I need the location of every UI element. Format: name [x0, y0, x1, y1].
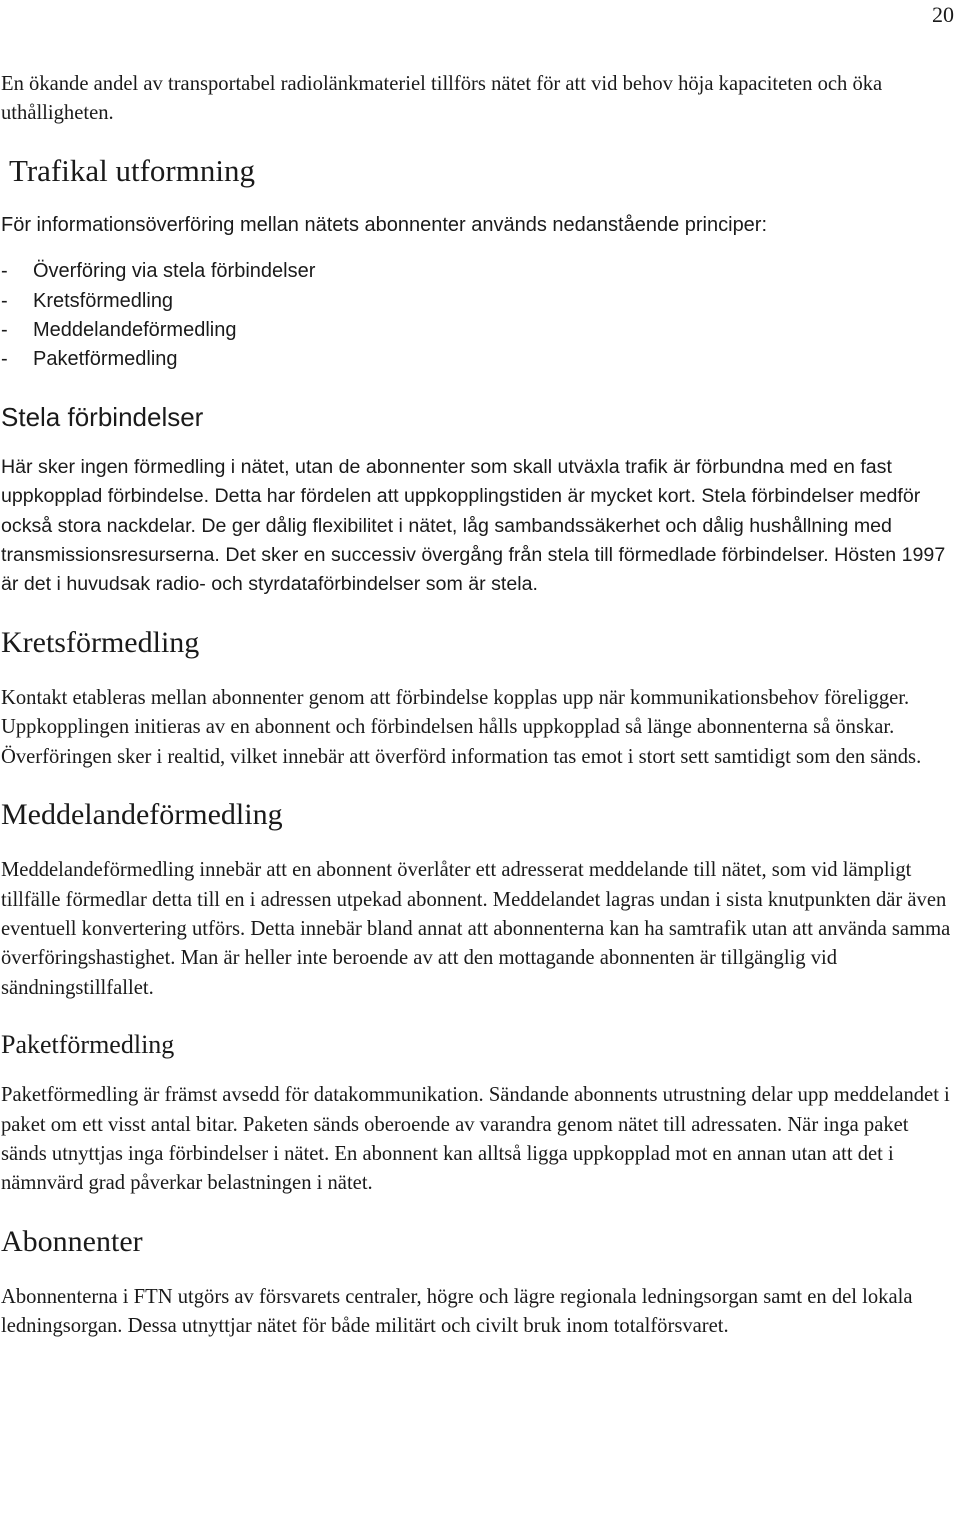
heading-trafikal-utformning: Trafikal utformning	[9, 152, 255, 188]
list-item-text: Paketförmedling	[33, 348, 178, 371]
heading-stela-forbindelser: Stela förbindelser	[1, 401, 204, 432]
meddelande-paragraph: Meddelandeförmedling innebär att en abonnent överlåter ett adresserat meddelande till nätet, som vid lämpligt tillfälle förmedlar detta till en i adressen utpekad abonnent. Meddelandet lagras undan i sista knutpunkten där även eventuell konvertering utförs. Detta innebär bland annat att abonnenterna kan ha samtrafik utan att använda samma överföringshastighet. Man är heller inte beroende av att den mottagande abonnenten är tillgänglig vid sändningstillfallet.	[1, 859, 951, 999]
krets-paragraph: Kontakt etableras mellan abonnenter genom att förbindelse kopplas upp när kommunikationsbehov föreligger. Uppkopplingen initieras av en abonnent och förbindelsen hålls uppkopplad så länge abonnenterna så önskar. Överföringen sker i realtid, vilket innebär att överförd information tas emot i stort sett samtidigt som den sänds.	[1, 686, 922, 768]
page-number: 20	[932, 2, 954, 27]
intro-paragraph: En ökande andel av transportabel radiolänkmateriel tillförs nätet för att vid behov höja kapaciteten och öka uthålligheten.	[1, 73, 883, 125]
heading-meddelandeformedling: Meddelandeförmedling	[1, 798, 283, 832]
heading-abonnenter: Abonnenter	[1, 1224, 143, 1258]
list-item	[1, 345, 956, 374]
list-item	[1, 257, 956, 286]
list-dash: -	[1, 260, 8, 283]
principles-list	[1, 257, 956, 375]
heading-kretsformedling: Kretsförmedling	[1, 625, 200, 659]
list-item	[1, 316, 956, 345]
trafikal-lead-paragraph: För informationsöverföring mellan nätets abonnenter används nedanstående principer:	[1, 213, 768, 236]
list-dash: -	[1, 319, 8, 342]
stela-paragraph: Här sker ingen förmedling i nätet, utan de abonnenter som skall utväxla trafik är förbundna med en fast uppkopplad förbindelse. Detta har fördelen att uppkopplingstiden är mycket kort. Stela förbindelser medför också stora nackdelar. De ger dålig flexibilitet i nätet, låg sambandssäkerhet och dålig hushållning med transmissionsresurserna. Det sker en successiv övergång från stela till förmedlade förbindelser. Hösten 1997 är det i huvudsak radio- och styrdataförbindelser som är stela.	[1, 455, 946, 596]
list-item-text: Överföring via stela förbindelser	[33, 260, 316, 283]
list-item	[1, 287, 956, 316]
list-dash: -	[1, 348, 8, 371]
paket-paragraph: Paketförmedling är främst avsedd för datakommunikation. Sändande abonnents utrustning delar upp meddelandet i paket om ett visst antal bitar. Paketen sänds oberoende av varandra genom nätet till adressaten. När inga paket sänds utnyttjas inga förbindelser i nätet. En abonnent kan alltså ligga uppkopplad mot en annan utan att det i nämnvärd grad påverkar belastningen i nätet.	[1, 1084, 950, 1195]
abonnenter-paragraph: Abonnenterna i FTN utgörs av försvarets centraler, högre och lägre regionala ledningsorgan samt en del lokala ledningsorgan. Dessa utnyttjar nätet för både militärt och civilt bruk inom totalförsvaret.	[1, 1285, 913, 1338]
document-body	[1, 70, 956, 1342]
heading-paketformedling: Paketförmedling	[1, 1030, 175, 1060]
list-item-text: Kretsförmedling	[33, 289, 174, 312]
list-dash: -	[1, 289, 8, 312]
list-item-text: Meddelandeförmedling	[33, 319, 237, 342]
